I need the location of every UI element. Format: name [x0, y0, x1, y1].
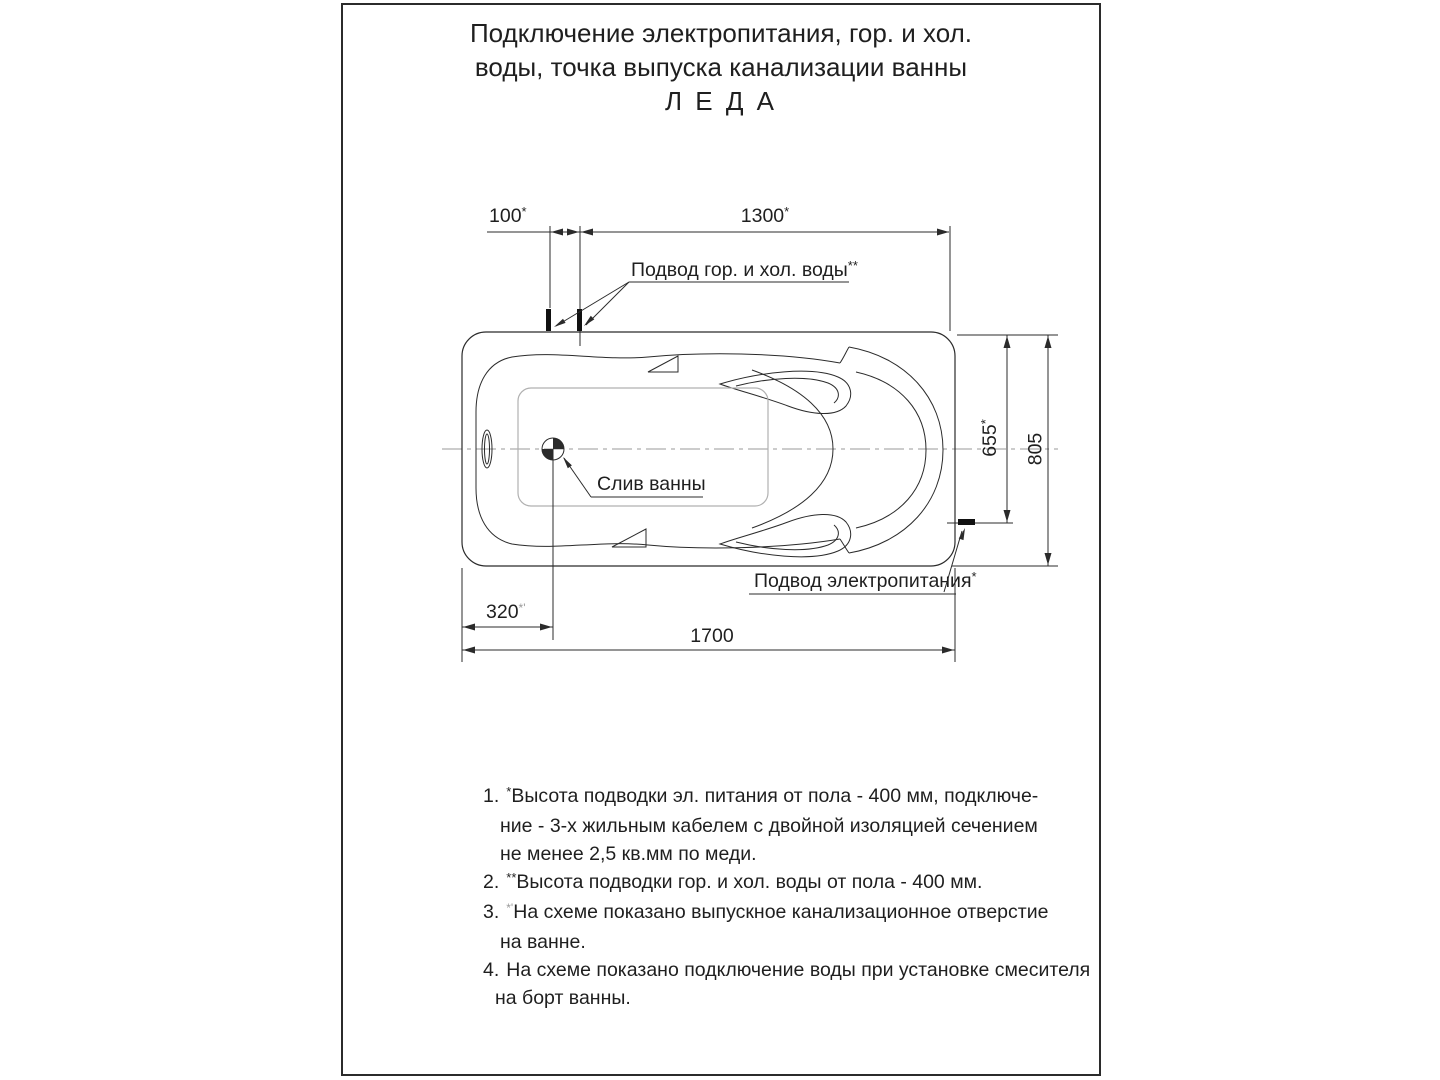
note-1-line-1 — [483, 782, 1090, 812]
dim-top-span-value: 1300 — [740, 205, 785, 227]
note-2-number: 2. — [483, 871, 500, 893]
dim-bottom-offset — [486, 601, 526, 626]
dim-bottom-offset-value: 320 — [486, 601, 519, 623]
note-1-mark: * — [506, 784, 512, 799]
note-3-text: На схеме показано выпускное канализационное отверстие — [513, 901, 1049, 923]
note-4-line-2: на борт ванны. — [495, 987, 631, 1009]
note-4-number: 4. — [483, 959, 500, 981]
headrest-inner-arc — [856, 372, 926, 528]
callout-water-supply — [631, 259, 858, 283]
dim-top-offset — [489, 205, 527, 229]
water-connection-tick-1 — [546, 309, 551, 331]
dim-bottom-offset-mark: *' — [518, 601, 526, 615]
dim-top-offset-value: 100 — [489, 205, 522, 227]
callout-drain-text: Слив ванны — [597, 473, 706, 495]
lip-connector-bottom — [840, 539, 849, 553]
dim-side-overall — [1025, 433, 1048, 466]
dim-side-inner-mark: * — [978, 419, 993, 425]
notes-block — [483, 782, 1090, 1012]
note-3-line-1 — [483, 898, 1090, 928]
power-connection-tick — [958, 519, 975, 525]
lip-connector-top — [840, 347, 849, 363]
dim-top-offset-mark: * — [521, 204, 527, 219]
note-4-text: На схеме показано подключение воды при установке смесителя — [506, 959, 1091, 981]
grip-lower-inner-line — [736, 525, 838, 550]
dim-top-span — [741, 205, 789, 229]
note-2-text: Высота подводки гор. и хол. воды от пола - 400 мм. — [516, 871, 983, 893]
callout-power-supply — [754, 570, 977, 594]
dim-bottom-overall — [690, 625, 733, 648]
note-1-line-3: не менее 2,5 кв.мм по меди. — [500, 843, 757, 865]
note-3-mark: *' — [506, 901, 514, 915]
tub-inner-lip — [476, 354, 840, 548]
title-model-name: Л Е Д А — [664, 86, 778, 116]
dim-side-inner — [979, 419, 1003, 457]
headrest-outer-arc — [849, 347, 943, 553]
title-line-1: Подключение электропитания, гор. и хол. — [469, 18, 972, 48]
grip-upper-outline — [720, 371, 851, 413]
dim-bottom-overall-value: 1700 — [690, 625, 734, 647]
note-3-line-2: на ванне. — [500, 931, 586, 953]
grip-lower-outline — [720, 514, 851, 556]
callout-water-supply-mark: ** — [847, 258, 858, 273]
dim-top-span-mark: * — [784, 204, 790, 219]
note-1-line-2: ние - 3-х жильным кабелем с двойной изоляцией сечением — [500, 815, 1038, 837]
callout-power-supply-mark: * — [971, 569, 977, 584]
callout-power-supply-text: Подвод электропитания — [754, 570, 972, 592]
callout-water-supply-text: Подвод гор. и хол. воды — [631, 259, 848, 281]
grip-upper-inner-line — [736, 378, 838, 403]
note-3-number: 3. — [483, 901, 500, 923]
callout-drain — [597, 473, 706, 496]
title-line-2: воды, точка выпуска канализации ванны — [474, 52, 968, 82]
edge-tab-top — [648, 356, 678, 372]
dim-side-inner-value: 655 — [979, 424, 1001, 457]
note-4-line-1 — [483, 956, 1090, 984]
note-1-number: 1. — [483, 785, 500, 807]
note-2-mark: ** — [506, 870, 517, 885]
dimension-lines — [462, 226, 1058, 662]
dim-side-overall-value: 805 — [1024, 432, 1047, 466]
note-1-text: Высота подводки эл. питания от пола - 400 мм, подключе- — [511, 785, 1039, 807]
note-2 — [483, 868, 1090, 898]
